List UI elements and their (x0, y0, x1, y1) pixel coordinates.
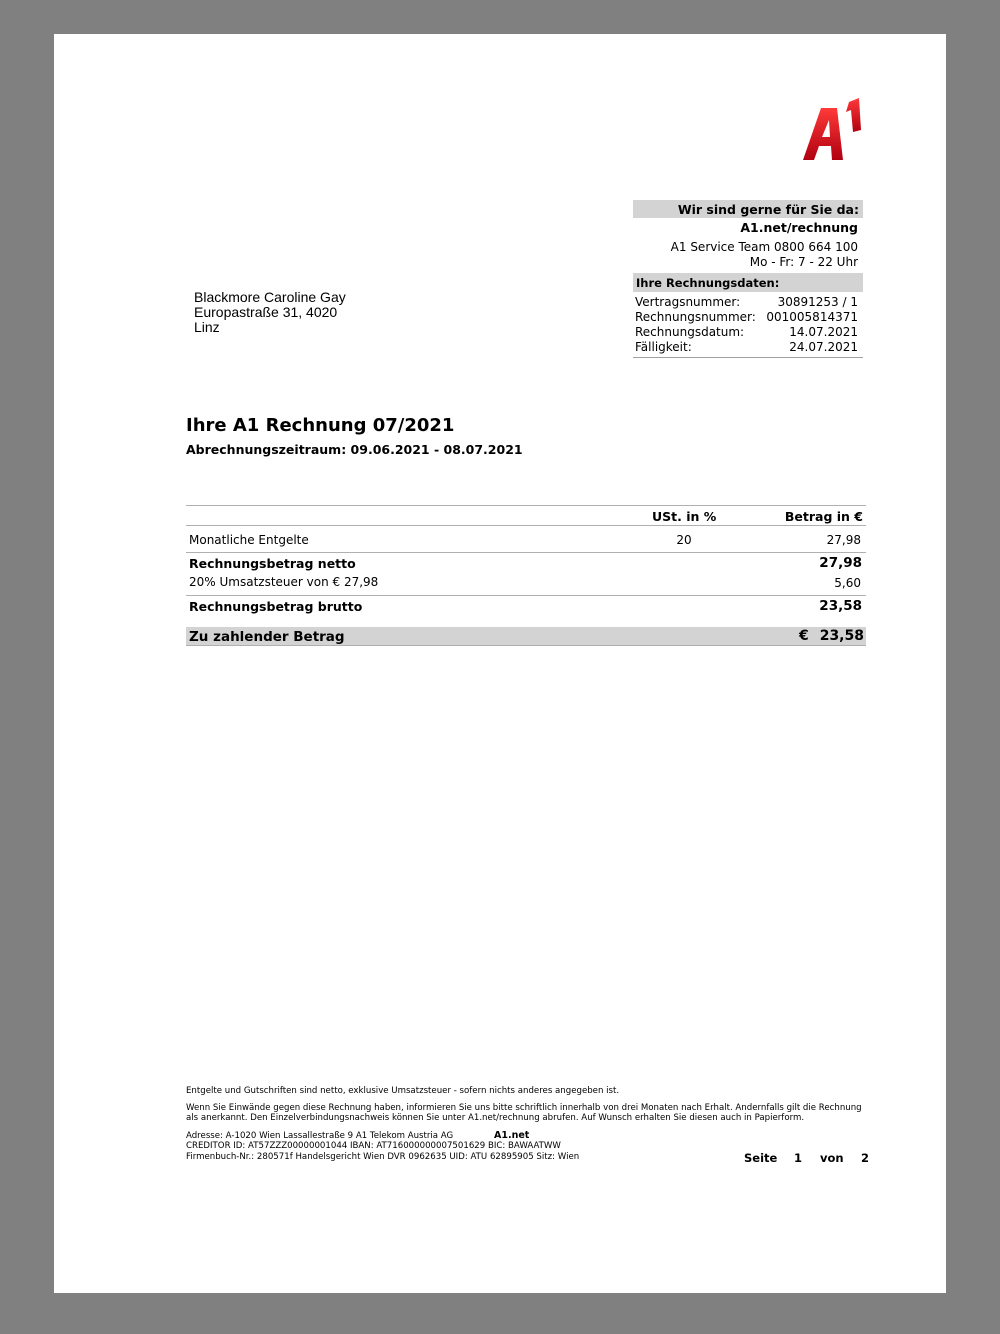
monthly-fees-vat: 20 (676, 533, 692, 547)
net-total-amount: 27,98 (819, 555, 862, 571)
service-header: Wir sind gerne für Sie da: (633, 200, 863, 218)
page-total: 2 (861, 1151, 870, 1165)
page-label: Seite (744, 1151, 778, 1165)
footer-note-objection: Wenn Sie Einwände gegen diese Rechnung haben, informieren Sie uns bitte schriftlich innerhalb von drei Monaten nach Erhalt. Andernfalls gilt die Rechnung (186, 1103, 862, 1113)
invoice-data-row (635, 295, 858, 309)
invoice-date-label: Rechnungsdatum: (635, 325, 745, 339)
due-date-label: Fälligkeit: (635, 340, 692, 354)
column-header-amount: Betrag in € (784, 509, 863, 524)
page-current: 1 (794, 1151, 803, 1165)
a1-logo (799, 98, 867, 164)
recipient-city: Linz (194, 319, 220, 335)
divider (633, 357, 863, 358)
recipient-street: Europastraße 31, 4020 (194, 304, 338, 320)
gross-total-label: Rechnungsbetrag brutto (189, 599, 363, 614)
monthly-fees-amount: 27,98 (826, 533, 861, 547)
footer-address: Adresse: A-1020 Wien Lassallestraße 9 A1 Telekom Austria AG (186, 1131, 454, 1141)
gross-total-amount: 23,58 (819, 598, 862, 614)
invoice-date-value: 14.07.2021 (789, 325, 858, 339)
invoice-data-row (635, 340, 858, 354)
recipient-name: Blackmore Caroline Gay (194, 289, 346, 305)
footer-note-itemized: als anerkannt. Den Einzelverbindungsnachweis können Sie unter A1.net/rechnung abrufen. Auf Wunsch erhalten Sie diesen auch in Papierform. (186, 1113, 805, 1123)
divider (186, 505, 866, 506)
monthly-fees-label: Monatliche Entgelte (189, 533, 309, 547)
invoice-number-value: 001005814371 (766, 310, 858, 324)
footer-brand-link[interactable]: A1.net (494, 1130, 530, 1141)
billing-period: Abrechnungszeitraum: 09.06.2021 - 08.07.2021 (186, 442, 523, 457)
contract-number-label: Vertragsnummer: (635, 295, 741, 309)
divider (186, 552, 866, 553)
column-header-vat: USt. in % (652, 509, 717, 524)
service-url[interactable]: A1.net/rechnung (740, 220, 858, 235)
service-team: A1 Service Team 0800 664 100 (670, 240, 858, 254)
net-total-label: Rechnungsbetrag netto (189, 556, 356, 571)
vat-amount: 5,60 (834, 576, 861, 590)
invoice-data-header: Ihre Rechnungsdaten: (633, 273, 863, 292)
page-of-label: von (820, 1151, 844, 1165)
footer-bank-details: CREDITOR ID: AT57ZZZ00000001044 IBAN: AT716000000007501629 BIC: BAWAATWW (186, 1141, 561, 1151)
divider (186, 525, 866, 526)
amount-due-label: Zu zahlender Betrag (189, 629, 345, 645)
invoice-number-label: Rechnungsnummer: (635, 310, 756, 324)
divider (186, 595, 866, 596)
page-title: Ihre A1 Rechnung 07/2021 (186, 415, 455, 436)
due-date-value: 24.07.2021 (789, 340, 858, 354)
invoice-data-row (635, 310, 858, 324)
vat-label: 20% Umsatzsteuer von € 27,98 (189, 575, 379, 589)
footer-company-register: Firmenbuch-Nr.: 280571f Handelsgericht Wien DVR 0962635 UID: ATU 62895905 Sitz: Wien (186, 1152, 580, 1162)
amount-due-currency: € (799, 628, 809, 644)
invoice-data-row (635, 325, 858, 339)
amount-due-value: 23,58 (819, 628, 864, 644)
invoice-page (54, 34, 946, 1293)
contract-number-value: 30891253 / 1 (777, 295, 858, 309)
service-hours: Mo - Fr: 7 - 22 Uhr (749, 255, 858, 269)
footer-note-net: Entgelte und Gutschriften sind netto, exklusive Umsatzsteuer - sofern nichts anderes angegeben ist. (186, 1086, 620, 1096)
